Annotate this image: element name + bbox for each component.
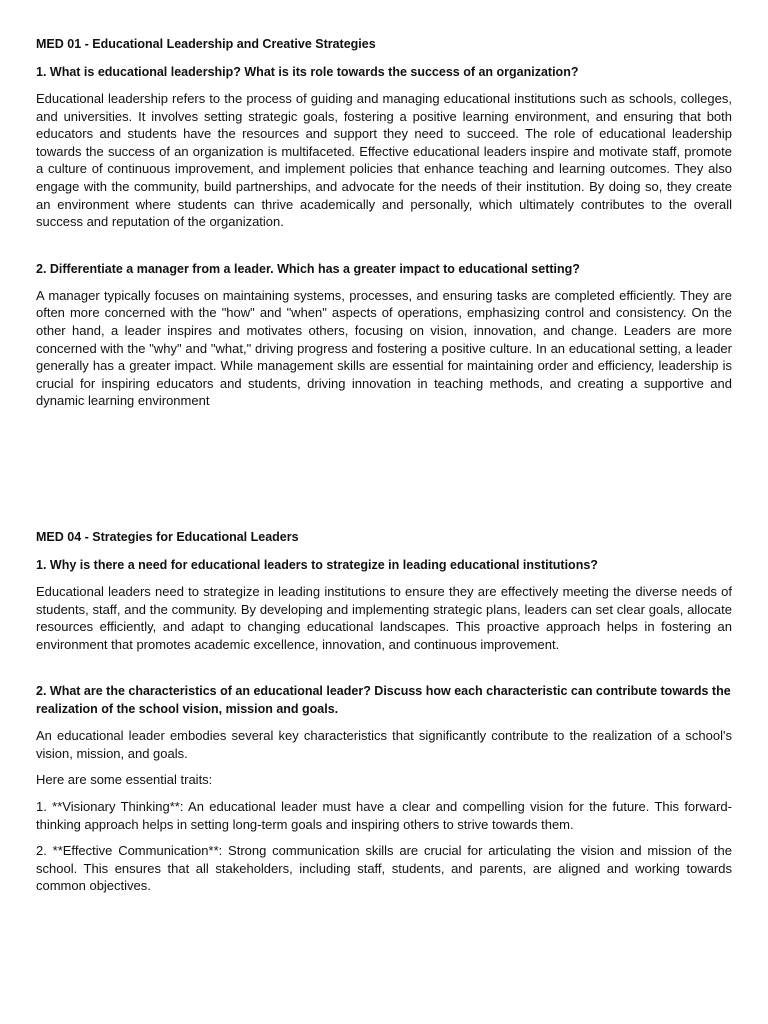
question-heading: 2. Differentiate a manager from a leader. Which has a greater impact to educational setting? [36,261,580,276]
trait-item: 1. **Visionary Thinking**: An educational leader must have a clear and compelling vision for the future. This forward-thinking approach helps in setting long-term goals and inspiring others to strive towards them. [36,799,732,832]
trait-item: 2. **Effective Communication**: Strong communication skills are crucial for articulating the vision and mission of the school. This ensures that all stakeholders, including staff, students, and parents, are aligned and working towards common objectives. [36,843,732,894]
question-heading: 1. Why is there a need for educational leaders to strategize in leading educational institutions? [36,557,598,572]
question-heading: 1. What is educational leadership? What is its role towards the success of an organization? [36,65,579,79]
answer-paragraph: Educational leaders need to strategize in leading institutions to ensure they are effectively meeting the diverse needs of students, staff, and the community. By developing and implementing strategic plans, leaders can set clear goals, allocate resources efficiently, and adapt to changing educational landscapes. This proactive approach helps in fostering an environment that promotes academic excellence, innovation, and continuous improvement. [36,583,732,652]
answer-paragraph: Educational leadership refers to the process of guiding and managing educational institutions such as schools, colleges, and universities. It involves setting strategic goals, fostering a positive learning environment, and ensuring that both educators and students have the resources and support they need to succeed. The role of educational leadership towards the success of an organization is multifaceted. Effective educational leaders inspire and motivate staff, promote a culture of continuous improvement, and implement policies that enhance teaching and learning outcomes. They also engage with the community, build partnerships, and advocate for the needs of their institution. By doing so, they create an environment where students can thrive academically and personally, which ultimately contributes to the overall success and reputation of the organization. [36,91,732,230]
course-title-med01: MED 01 - Educational Leadership and Creative Strategies [36,37,376,51]
question-heading: 2. What are the characteristics of an educational leader? Discuss how each characteristic can contribute towards the realization of the school vision, mission and goals. [36,684,731,717]
answer-paragraph: An educational leader embodies several key characteristics that significantly contribute to the realization of a school's vision, mission, and goals. [36,728,732,761]
traits-intro: Here are some essential traits: [36,772,213,788]
document-page [36,36,732,904]
answer-paragraph: A manager typically focuses on maintaining systems, processes, and ensuring tasks are completed efficiently. They are often more concerned with the "how" and "when" aspects of operations, emphasizing control and consistency. On the other hand, a leader inspires and motivates others, focusing on vision, innovation, and change. Leaders are more concerned with the "why" and "what," driving progress and fostering a positive culture. In an educational setting, a leader generally has a greater impact. While management skills are essential for maintaining order and efficiency, leadership is crucial for inspiring educators and students, driving innovation in teaching methods, and creating a supportive and dynamic learning environment [36,287,732,409]
course-title-med04: MED 04 - Strategies for Educational Leaders [36,529,299,544]
